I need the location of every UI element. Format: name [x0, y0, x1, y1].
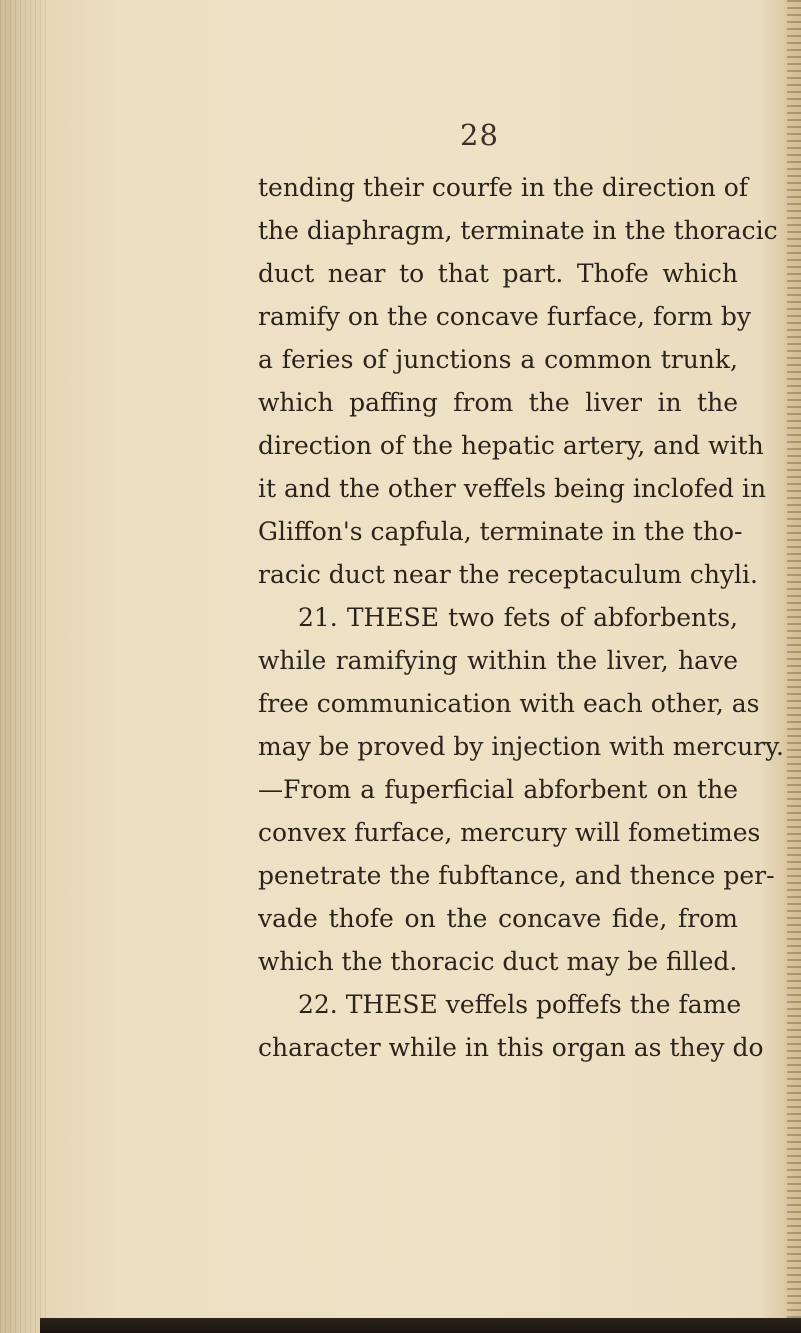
text-line: ramify on the concave furface, form by: [258, 302, 751, 331]
text-line: the diaphragm, terminate in the thoracic: [258, 216, 778, 245]
text-line: character while in this organ as they do: [258, 1033, 764, 1062]
text-line: may be proved by injection with mercury.: [258, 732, 784, 761]
text-line: which paffing from the liver in the: [258, 388, 738, 417]
paragraph-end-line: racic duct near the receptaculum chyli.: [258, 560, 758, 589]
bottom-shadow: [40, 1318, 801, 1333]
text-line: duct near to that part. Thofe which: [258, 259, 738, 288]
text-line: direction of the hepatic artery, and with: [258, 431, 764, 460]
binding-gutter: [0, 0, 48, 1333]
text-line: vade thofe on the concave fide, from: [258, 904, 738, 933]
text-line: convex furface, mercury will fometimes: [258, 818, 761, 847]
text-line: a feries of junctions a common trunk,: [258, 345, 738, 374]
text-line: tending their courfe in the direction of: [258, 173, 749, 202]
paragraph-end-line: which the thoracic duct may be filled.: [258, 947, 738, 976]
text-line: while ramifying within the liver, have: [258, 646, 738, 675]
text-line: Gliffon's capfula, terminate in the tho-: [258, 517, 743, 546]
page-edges: [787, 0, 801, 1333]
text-line: penetrate the fubftance, and thence per-: [258, 861, 775, 890]
page-number: 28: [460, 118, 499, 152]
text-line: free communication with each other, as: [258, 689, 760, 718]
paragraph-22-start: 22. THESE veffels poffefs the fame: [298, 990, 742, 1019]
text-line: —From a fuperficial abforbent on the: [258, 775, 738, 804]
text-line: it and the other veffels being inclofed in: [258, 474, 767, 503]
body-text: [258, 166, 784, 1069]
paragraph-21-start: 21. THESE two fets of abforbents,: [298, 603, 738, 632]
